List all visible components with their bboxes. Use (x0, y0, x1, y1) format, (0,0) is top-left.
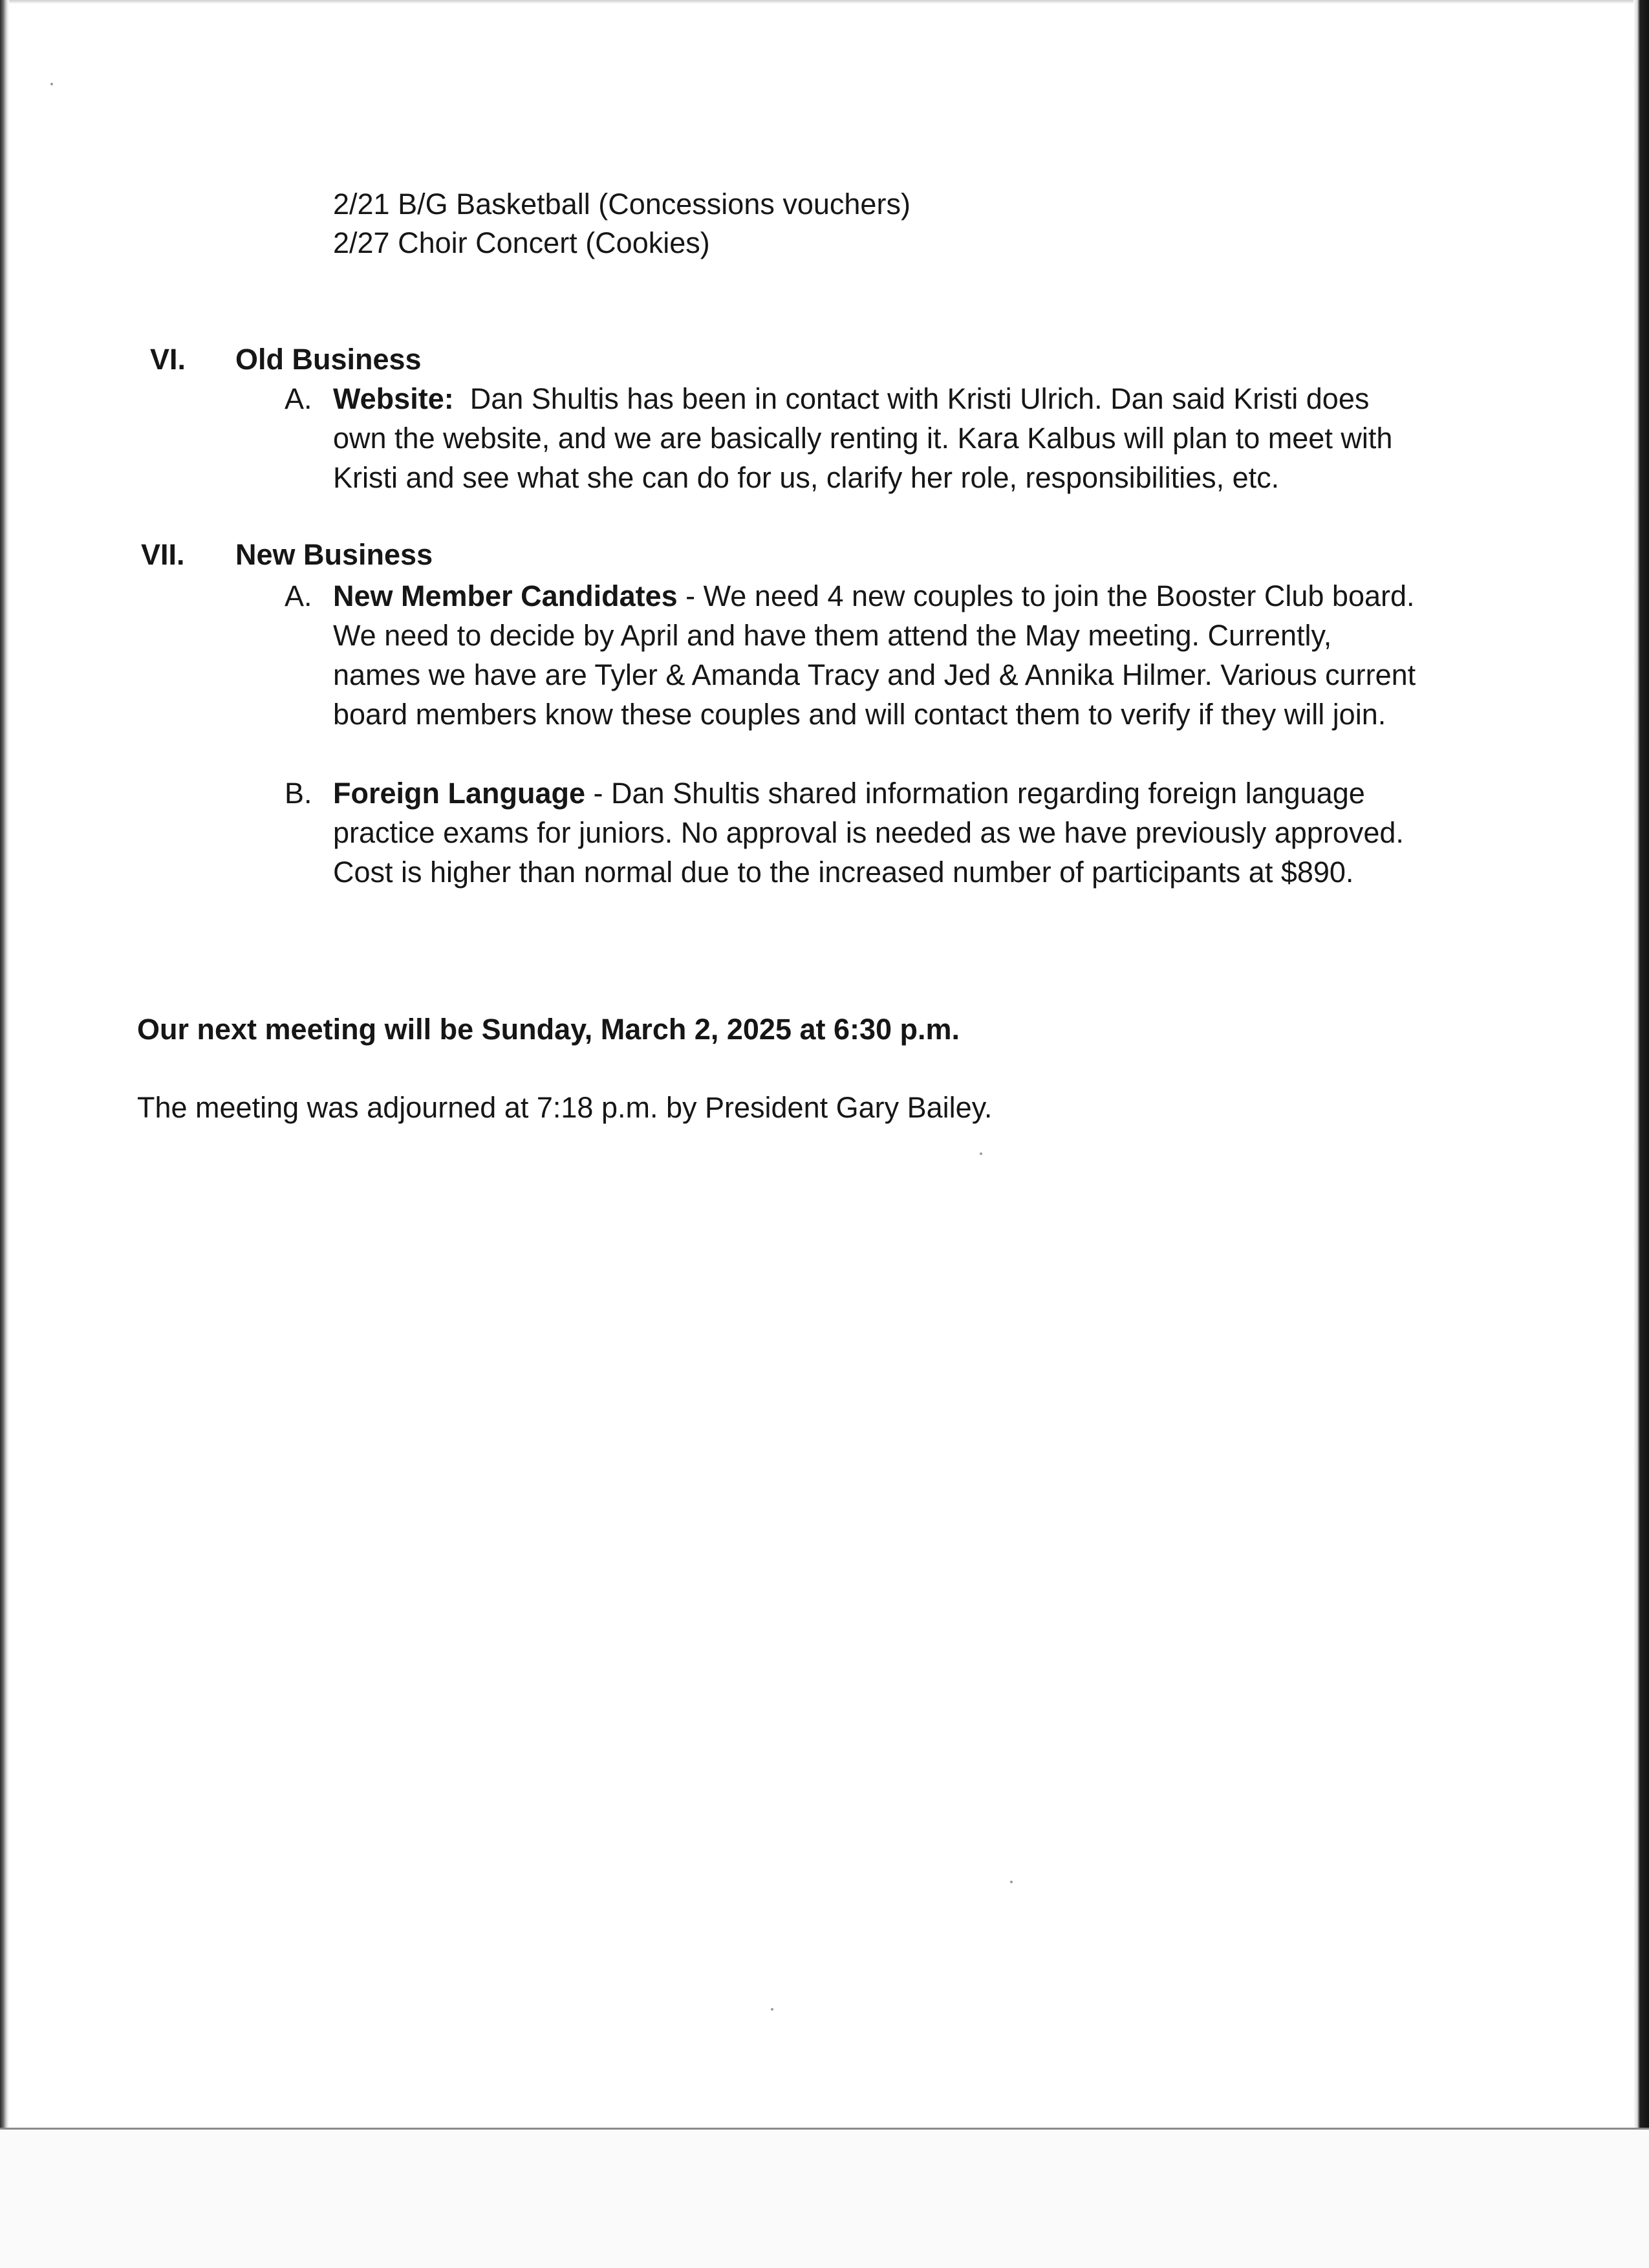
item-letter: B. (285, 777, 312, 810)
old-business-item-website (333, 379, 1426, 497)
item-body-text: - We need 4 new couples to join the Booster Club board. We need to decide by April and have them attend the May meeting. Currently, names we have are Tyler & Amanda Tracy and Jed & Annika Hilmer. Various current board members know these couples and will contact them to verify if they will join. (333, 579, 1416, 731)
event-line: 2/21 B/G Basketball (Concessions vouchers) (333, 188, 911, 221)
item-body-text: Dan Shultis has been in contact with Kristi Ulrich. Dan said Kristi does own the website, and we are basically renting it. Kara Kalbus will plan to meet with Kristi and see what she can do for us, clarify her role, responsibilities, etc. (333, 382, 1393, 494)
section-heading-new-business: New Business (235, 538, 433, 571)
item-body-text: - Dan Shultis shared information regarding foreign language practice exams for juniors. No approval is needed as we have previously approved. Cost is higher than normal due to the increased number of participants at $890. (333, 777, 1404, 889)
scan-edge-left (0, 0, 9, 2268)
new-business-item-foreign-language (333, 773, 1406, 892)
section-numeral-new-business: VII. (141, 538, 185, 571)
item-letter: A. (285, 579, 312, 612)
section-heading-old-business: Old Business (235, 343, 422, 376)
scan-speck (771, 2008, 773, 2011)
section-numeral-old-business: VI. (150, 343, 186, 376)
scan-speck (50, 83, 53, 85)
item-lead: Website: (333, 382, 454, 415)
new-business-item-candidates (333, 576, 1419, 734)
next-meeting-notice: Our next meeting will be Sunday, March 2, 2025 at 6:30 p.m. (137, 1013, 960, 1046)
scan-speck (1010, 1881, 1013, 1883)
scan-edge-top (0, 0, 1649, 4)
scan-edge-right (1633, 0, 1649, 2268)
event-line: 2/27 Choir Concert (Cookies) (333, 226, 710, 259)
item-lead: Foreign Language (333, 777, 586, 810)
item-lead: New Member Candidates (333, 579, 678, 612)
item-letter: A. (285, 382, 312, 415)
adjournment-note: The meeting was adjourned at 7:18 p.m. by President Gary Bailey. (137, 1091, 993, 1124)
scan-speck (980, 1152, 982, 1155)
scan-edge-bottom (0, 2128, 1649, 2268)
